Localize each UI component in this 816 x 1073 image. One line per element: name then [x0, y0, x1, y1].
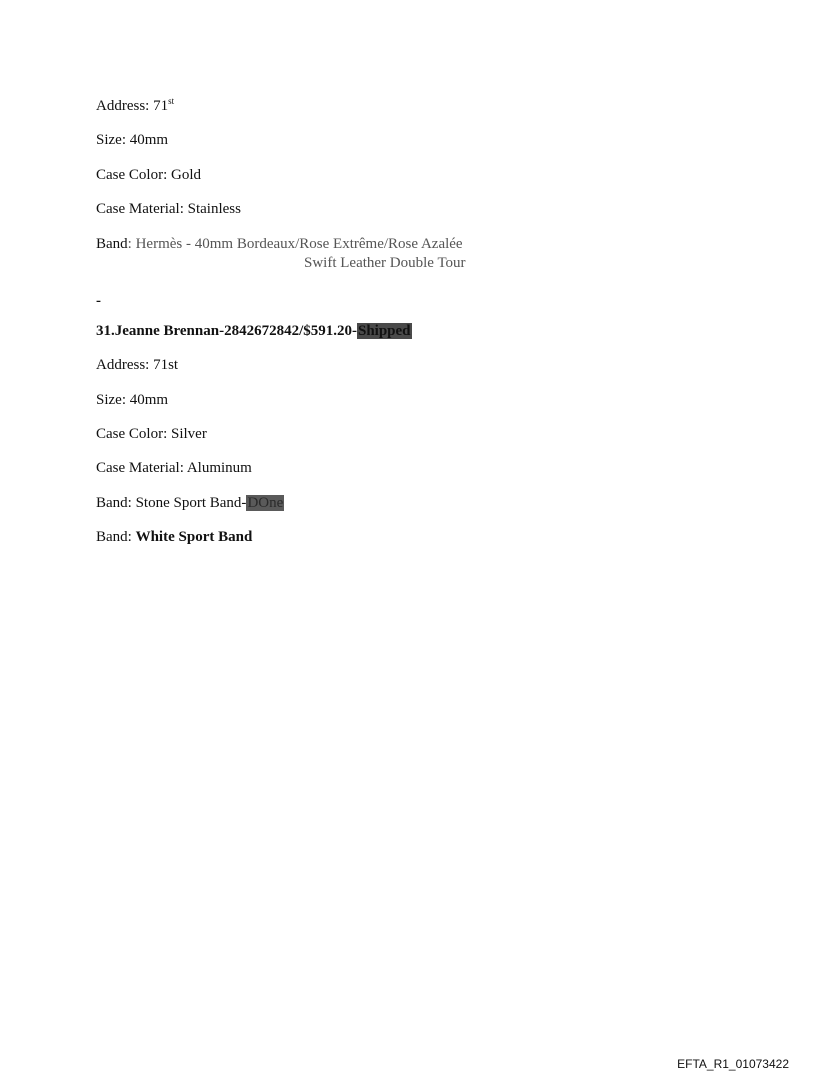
order-a-case-material: [96, 200, 241, 218]
document-id-footer: EFTA_R1_01073422: [677, 1057, 789, 1071]
order-b-size: [96, 391, 168, 409]
order-b-band-1: [96, 494, 284, 512]
size-label: Size:: [96, 392, 130, 408]
band-value: White Sport Band: [135, 529, 253, 545]
case-color-value: Gold: [171, 167, 201, 183]
address-label: Address:: [96, 98, 154, 114]
order-a-case-color: [96, 166, 201, 184]
order-b-case-material: [96, 459, 252, 477]
size-value: 40mm: [129, 392, 169, 408]
size-value: 40mm: [129, 132, 169, 148]
case-material-label: Case Material:: [96, 201, 188, 217]
band-status-highlight: DOne: [247, 495, 284, 511]
band-value: Stone Sport Band-: [135, 495, 247, 511]
address-value: 71: [153, 98, 169, 114]
order-b-address: [96, 356, 178, 374]
case-material-value: Aluminum: [186, 460, 252, 476]
order-b-band-2: [96, 528, 252, 546]
size-label: Size:: [96, 132, 130, 148]
order-b-title: [96, 322, 412, 340]
order-a-address: [96, 97, 174, 115]
order-title: 31.Jeanne Brennan-2842672842/$591.20-: [96, 323, 357, 339]
case-color-label: Case Color:: [96, 426, 171, 442]
case-material-label: Case Material:: [96, 460, 187, 476]
case-color-value: Silver: [171, 426, 207, 442]
order-a-size: [96, 131, 168, 149]
band-value-line1: : Hermès - 40mm Bordeaux/Rose Extrême/Rose Azalée: [127, 236, 463, 252]
band-label: Band:: [96, 529, 136, 545]
address-ordinal-suffix: st: [168, 96, 175, 106]
separator-dash: -: [96, 293, 101, 309]
case-material-value: Stainless: [187, 201, 241, 217]
order-status-highlight: Shipped: [357, 323, 411, 339]
address-label: Address:: [96, 357, 154, 373]
order-a-band-line2: Swift Leather Double Tour: [304, 255, 466, 271]
band-label: Band:: [96, 495, 136, 511]
case-color-label: Case Color:: [96, 167, 171, 183]
band-label: Band: [96, 236, 128, 252]
address-value: 71st: [153, 357, 179, 373]
order-a-band: [96, 235, 463, 253]
order-b-case-color: [96, 425, 207, 443]
